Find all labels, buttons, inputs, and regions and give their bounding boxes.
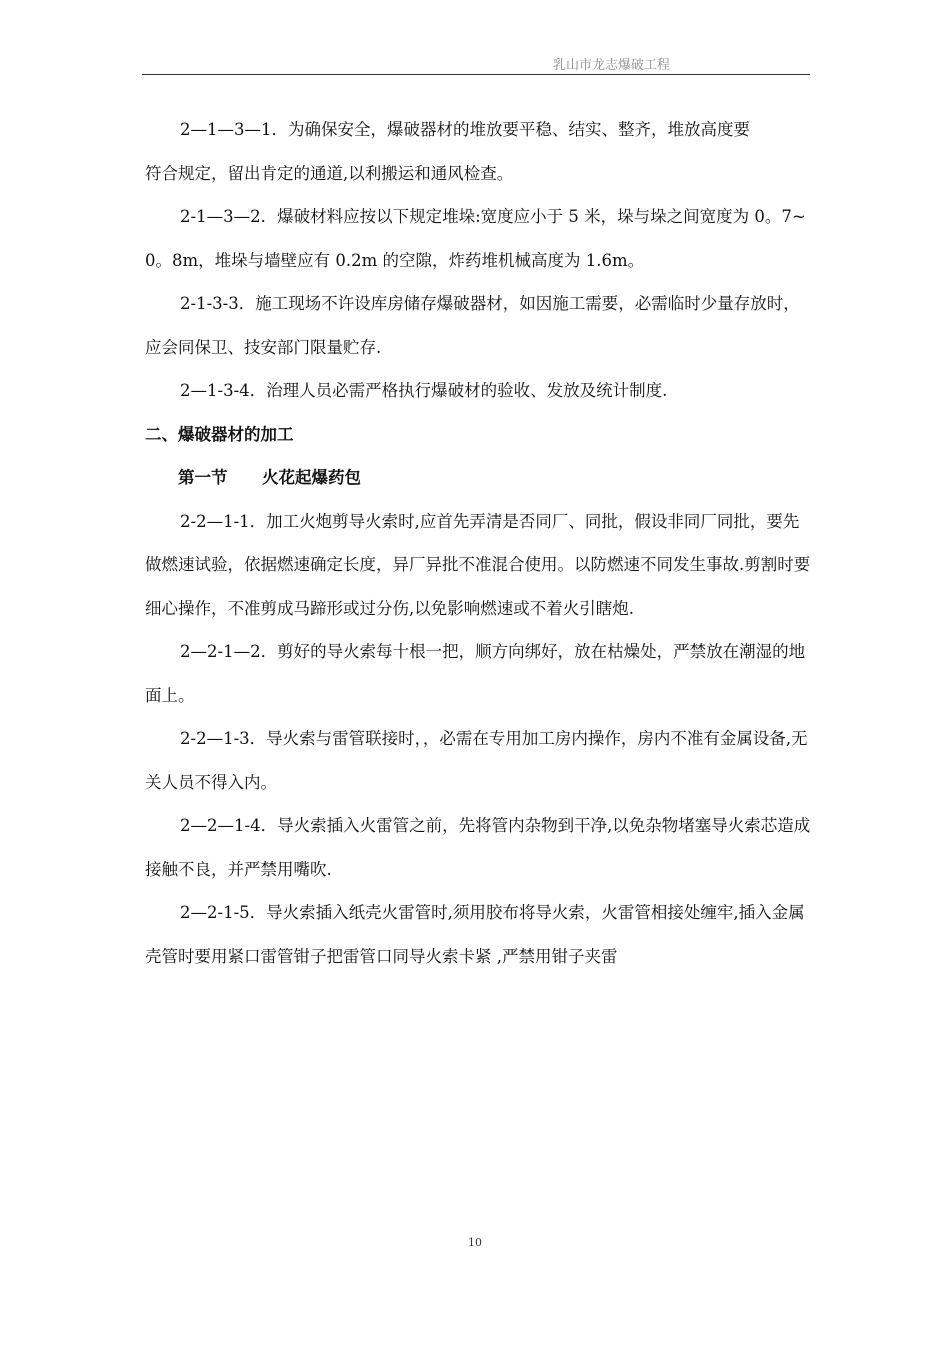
document-body	[145, 108, 813, 978]
paragraph-2-1-3-2: 2-1—3—2．爆破材料应按以下规定堆垛:宽度应小于 5 米，垛与垛之间宽度为 0。7~0。8m，堆垛与墙壁应有 0.2m 的空隙，炸药堆机械高度为 1.6m。	[145, 207, 806, 270]
paragraph-2-2-1-2: 2—2-1—2．剪好的导火索每十根一把，顺方向绑好，放在枯燥处，严禁放在潮湿的地面上。	[145, 642, 806, 705]
subsection-heading: 第一节 火花起爆药包	[178, 468, 361, 487]
paragraph-2-1-3-4: 2—1-3-4．治理人员必需严格执行爆破材的验收、发放及统计制度.	[180, 381, 668, 400]
paragraph-2-2-1-4: 2—2—1-4．导火索插入火雷管之前，先将管内杂物到干净,以免杂物堵塞导火索芯造成接触不良，并严禁用嘴吹.	[145, 816, 811, 879]
section-heading: 二、爆破器材的加工	[145, 424, 294, 444]
paragraph-2-2-1-5: 2—2-1-5．导火索插入纸壳火雷管时,须用胶布将导火索，火雷管相接处缠牢,插入金属壳管时要用紧口雷管钳子把雷管口同导火索卡紧 ,严禁用钳子夹雷	[145, 903, 805, 966]
paragraph-2-2-1-1: 2-2—1-1．加工火炮剪导火索时,应首先弄清是否同厂、同批，假设非同厂同批，要先做燃速试验，依据燃速确定长度，异厂异批不准混合使用。以防燃速不同发生事故.剪割时要细心操作，不准剪成马蹄形或过分伤,以免影响燃速或不着火引瞎炮.	[145, 511, 811, 618]
header-title: 乳山市龙志爆破工程	[552, 58, 670, 73]
page-header	[142, 52, 810, 75]
paragraph-2-2-1-3: 2-2—1-3．导火索与雷管联接时，，必需在专用加工房内操作，房内不准有金属设备,无关人员不得入内。	[145, 729, 808, 792]
paragraph-2-1-3-1: 2—1—3—1．为确保安全，爆破器材的堆放要平稳、结实、整齐，堆放高度要	[180, 120, 750, 139]
paragraph-2-1-3-1-continued: 符合规定，留出肯定的通道,以利搬运和通风检查。	[145, 163, 514, 183]
page-number: 10	[468, 1236, 482, 1249]
paragraph-2-1-3-3: 2-1-3-3．施工现场不许设库房储存爆破器材，如因施工需要，必需临时少量存放时，应会同保卫、技安部门限量贮存.	[145, 294, 800, 357]
